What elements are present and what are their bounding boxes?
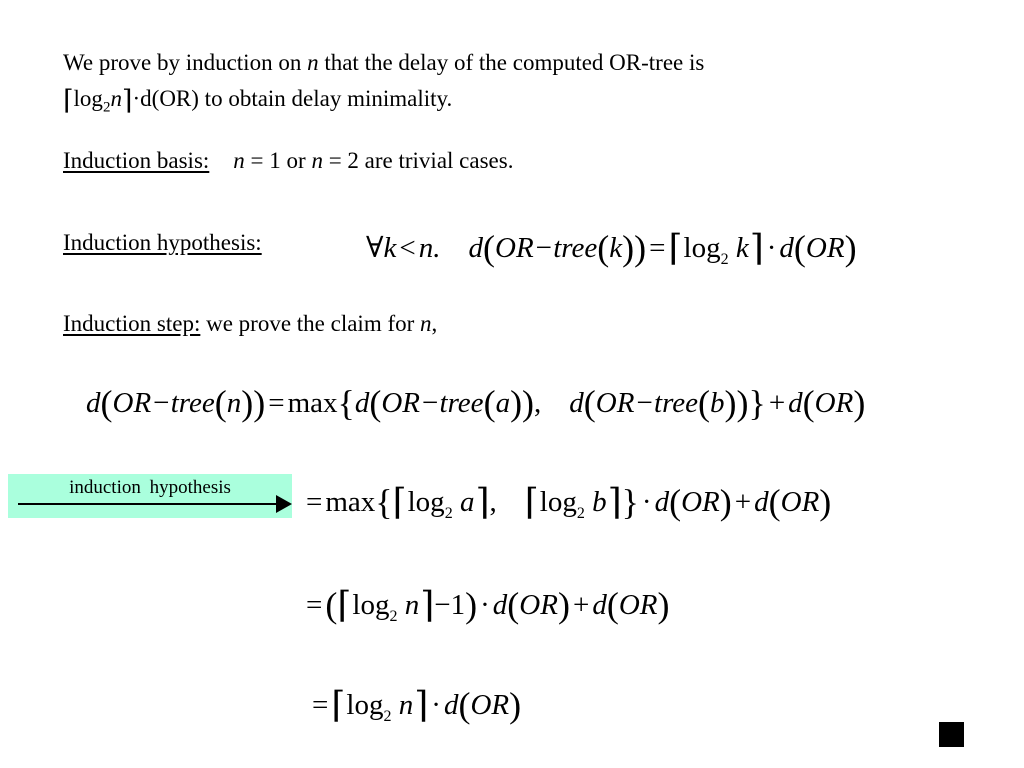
intro-text-2: that the delay of the computed OR-tree is [318, 50, 705, 75]
dot-operator-icon: · [431, 689, 441, 721]
func-d: d [592, 589, 607, 621]
log-base: 2 [383, 708, 392, 725]
paren-close: ) [719, 482, 732, 522]
paren-close: ) [465, 585, 478, 625]
induction-hypothesis-arrow [8, 474, 292, 518]
forall-symbol: ∀ [366, 232, 384, 264]
or-term: OR [814, 387, 854, 419]
func-d: d [492, 589, 508, 621]
step-line [63, 311, 437, 337]
func-d: d [779, 232, 794, 264]
paren-open: ( [793, 228, 806, 268]
equation-3 [303, 587, 670, 625]
paren-open: ( [583, 383, 596, 423]
paren-open: ( [669, 482, 682, 522]
paren-open: ( [802, 383, 815, 423]
ceil-right-icon: ⌉ [121, 85, 133, 115]
basis-line [63, 148, 513, 174]
qed-square-icon [939, 722, 964, 747]
ceil-left-icon: ⌈ [63, 85, 74, 115]
or-tree-term: OR−tree [495, 232, 598, 264]
log-term: log [346, 689, 384, 721]
intro-log: log [73, 86, 103, 111]
log-arg-k: k [735, 232, 749, 264]
paren-close: ) [657, 585, 670, 625]
paren-open: ( [325, 585, 338, 625]
log-base: 2 [720, 251, 729, 268]
dot-operator-icon: · [766, 232, 777, 264]
log-arg-n: n [404, 589, 420, 621]
or-term: OR [805, 232, 845, 264]
plus-symbol: + [768, 387, 786, 419]
arrow-right-icon [276, 495, 292, 513]
paren-close: ) [819, 482, 832, 522]
step-comma: , [431, 311, 438, 336]
or-term: OR [519, 589, 558, 621]
var-n: n. [418, 232, 441, 264]
ceil-right-icon: ⌉ [414, 685, 429, 725]
or-term: OR [470, 689, 510, 721]
intro-text-3: d(OR) to obtain delay minimality. [140, 86, 453, 111]
log-base: 2 [444, 505, 453, 522]
ceil-right-icon: ⌉ [749, 228, 764, 268]
ceil-left-icon: ⌈ [337, 585, 352, 625]
log-arg-n: n [398, 689, 414, 721]
func-d: d [569, 387, 584, 419]
paren-close: ) [844, 228, 857, 268]
paren-open: ( [214, 383, 227, 423]
step-text: we prove the claim for [200, 311, 421, 336]
basis-text-2: = 2 are trivial cases. [322, 148, 514, 173]
paren-open: ( [768, 482, 781, 522]
arg-a: a [495, 387, 511, 419]
ceil-right-icon: ⌉ [607, 482, 622, 522]
intro-line-1 [63, 50, 704, 76]
arg-b: b [710, 387, 725, 419]
hypothesis-label-line [63, 230, 262, 256]
max-term: max [287, 387, 338, 419]
equals-symbol: = [649, 232, 666, 264]
arg-n: n [226, 387, 242, 419]
ceil-left-icon: ⌈ [668, 228, 683, 268]
log-arg-a: a [459, 486, 475, 518]
basis-var-n2: n [311, 148, 323, 173]
arg-k: k [609, 232, 623, 264]
log-base: 2 [576, 505, 585, 522]
equation-2 [303, 484, 831, 522]
basis-text-1: = 1 or [244, 148, 312, 173]
intro-text-1: We prove by induction on [63, 50, 308, 75]
log-base: 2 [389, 608, 398, 625]
step-label: Induction step: [63, 311, 201, 336]
plus-symbol: + [572, 589, 590, 621]
less-than-symbol: < [399, 232, 416, 264]
brace-close: } [621, 482, 639, 522]
log-term: log [407, 486, 445, 518]
ceil-right-icon: ⌉ [475, 482, 490, 522]
equals-symbol: = [306, 486, 323, 518]
paren-open: ( [369, 383, 382, 423]
minus-one: −1 [434, 589, 466, 621]
paren-open: ( [606, 585, 619, 625]
paren-close: ) [509, 685, 522, 725]
func-d: d [468, 232, 483, 264]
paren-close: ))} [724, 383, 766, 423]
paren-open: ( [483, 228, 495, 268]
brace-open: { [337, 383, 355, 423]
intro-log-base: 2 [102, 99, 111, 116]
dot-operator-icon: · [641, 486, 652, 518]
plus-symbol: + [734, 486, 752, 518]
or-tree-term: OR−tree [381, 387, 484, 419]
paren-close: )) [241, 383, 266, 423]
paren-close: ) [853, 383, 866, 423]
paren-open: ( [483, 383, 496, 423]
paren-open: ( [100, 383, 113, 423]
func-d: d [754, 486, 769, 518]
log-term: log [352, 589, 390, 621]
var-k: k [383, 232, 397, 264]
or-tree-term: OR−tree [112, 387, 215, 419]
ceil-left-icon: ⌈ [331, 685, 346, 725]
or-term: OR [780, 486, 820, 518]
or-tree-term: OR−tree [595, 387, 699, 419]
intro-log-arg: n [110, 86, 122, 111]
arrow-line [18, 503, 284, 505]
paren-open: ( [458, 685, 471, 725]
dot-operator-icon: · [480, 589, 490, 621]
paren-open: ( [597, 228, 610, 268]
equals-symbol: = [312, 689, 329, 721]
equals-symbol: = [306, 589, 323, 621]
log-term: log [683, 232, 721, 264]
equation-1 [86, 385, 865, 421]
log-arg-b: b [592, 486, 607, 518]
or-term: OR [618, 589, 658, 621]
equation-4 [309, 687, 521, 725]
paren-close: )) [510, 383, 535, 423]
paren-close: ) [557, 585, 570, 625]
func-d: d [788, 387, 803, 419]
ceil-right-icon: ⌉ [420, 585, 435, 625]
intro-line-2 [63, 85, 452, 117]
basis-var-n1: n [233, 148, 245, 173]
ceil-left-icon: ⌈ [524, 482, 539, 522]
step-var-n: n [420, 311, 432, 336]
paren-open: ( [507, 585, 520, 625]
dot-operator-icon: · [132, 86, 141, 111]
paren-open: ( [698, 383, 711, 423]
paren-close: )) [622, 228, 647, 268]
arrow-label: induction hypothesis [69, 477, 231, 498]
func-d: d [86, 387, 101, 419]
hypothesis-formula [366, 230, 857, 268]
comma: , [534, 387, 542, 419]
ceil-left-icon: ⌈ [392, 482, 407, 522]
basis-label: Induction basis: [63, 148, 210, 173]
intro-var-n: n [307, 50, 319, 75]
or-term: OR [681, 486, 720, 518]
hypothesis-label: Induction hypothesis: [63, 230, 262, 255]
max-term: max [325, 486, 376, 518]
func-d: d [443, 689, 459, 721]
func-d: d [354, 387, 370, 419]
log-term: log [539, 486, 577, 518]
equals-symbol: = [268, 387, 285, 419]
comma: , [489, 486, 497, 518]
brace-open: { [375, 482, 393, 522]
func-d: d [654, 486, 670, 518]
